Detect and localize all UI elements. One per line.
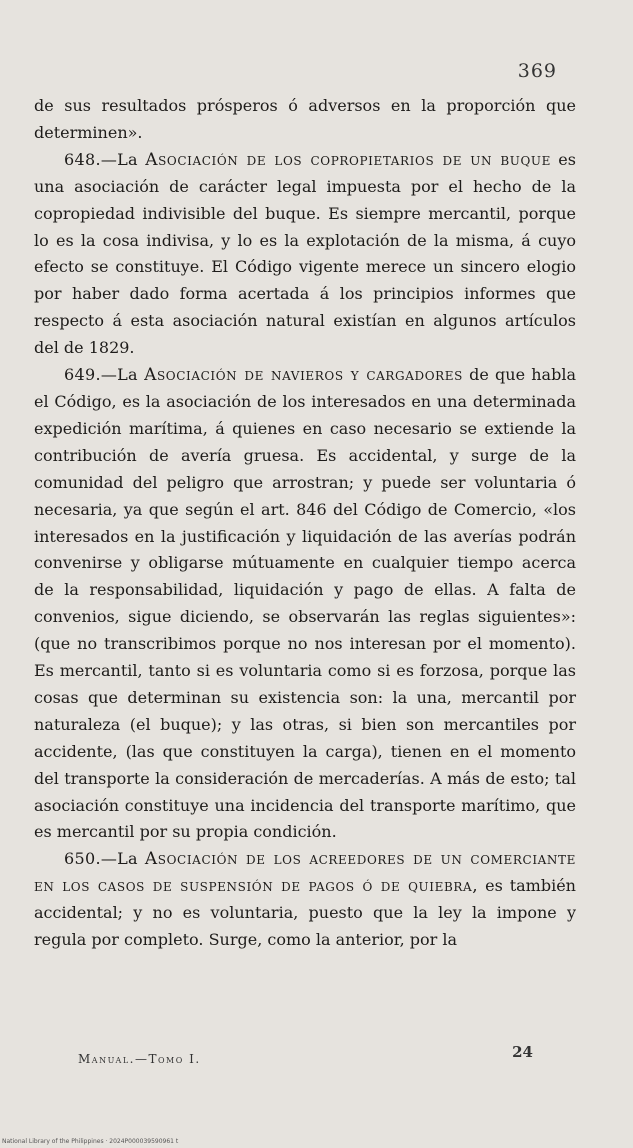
paragraph-text: es una asociación de carácter legal impuesta por el hecho de la copropiedad indivisible del buque. Es siempre mercantil, porque lo es la cosa indivisa, y lo es la explotación de la misma, á cuyo efecto se constituye. El Código vigente merece un sincero elogio por haber dado forma acertada á los principios informes que respecto á esta asociación natural existían en algunos artículos del de 1829. <box>34 149 576 358</box>
page-number: 369 <box>517 60 557 82</box>
paragraph-text: es también accidental; y no es voluntaria, puesto que la ley la impone y regula por completo. Surge, como la anterior, por la <box>34 876 576 950</box>
footer-signature <box>78 1052 201 1066</box>
paragraph-649 <box>34 362 576 846</box>
paragraph-number: 648.—La <box>64 149 138 169</box>
paragraph-number: 650.—La <box>64 849 138 869</box>
paragraph-heading: Asociación de los acreedores de un comerciante en los casos de suspensión de pagos ó de quiebra, <box>34 849 576 897</box>
page-body <box>34 93 576 954</box>
paragraph-continuation: de sus resultados prósperos ó adversos en la proporción que determinen». <box>34 96 576 142</box>
paragraph-650 <box>34 846 576 954</box>
paragraph-648 <box>34 147 576 362</box>
paragraph-text: de que habla el Código, es la asociación de los interesados en una determinada expedición marítima, á quienes en caso necesario se extiende la contribución de avería gruesa. Es accidental, y surge de la comunidad del peligro que arrostran; y puede ser voluntaria ó necesaria, ya que según el art. 846 del Código de Comercio, «los interesados en la justificación y liquidación de las averías podrán convenirse y obligarse mútuamente en cualquier tiempo acerca de la responsabilidad, liquidación y pago de ellas. A falta de convenios, sigue diciendo, se observarán las reglas siguientes»: (que no transcribimos porque no nos interesan por el momento). Es mercantil, tanto si es voluntaria como si es forzosa, porque las cosas que determinan su existencia son: la una, mercantil por naturaleza (el buque); y las otras, si bien son mercantiles por accidente, (las que constituyen la carga), tienen en el momento del transporte la consideración de mercaderías. A más de esto; tal asociación constituye una incidencia del transporte marítimo, que es mercantil por su propia condición. <box>34 365 576 842</box>
footer-sheet-number: 24 <box>512 1043 533 1061</box>
footer-signature-text: Manual.—Tomo I. <box>78 1052 201 1066</box>
paragraph-heading: Asociación de navieros y cargadores <box>144 365 463 386</box>
paragraph-heading: Asociación de los copropietarios de un buque <box>145 149 551 170</box>
library-watermark: National Library of the Philippines · 2024P000039590961 t <box>2 1138 179 1145</box>
paragraph-number: 649.—La <box>64 365 138 385</box>
